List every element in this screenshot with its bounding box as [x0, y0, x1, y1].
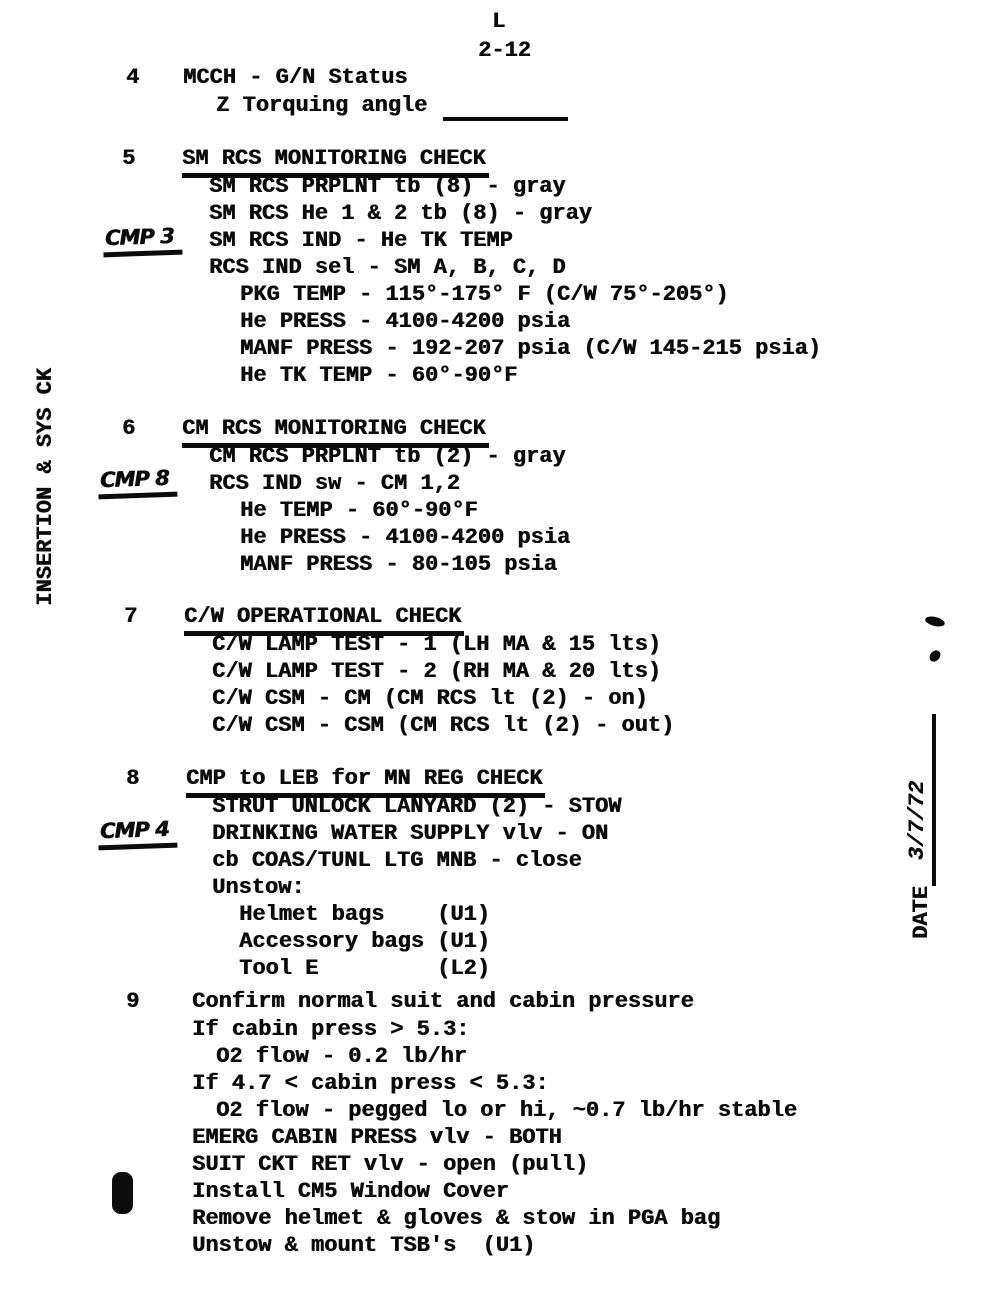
checklist-step: STRUT UNLOCK LANYARD (2) - STOW	[212, 794, 622, 819]
item-number: 5	[122, 146, 136, 171]
checklist-step: He TK TEMP - 60°-90°F	[240, 363, 518, 388]
revision-mark	[112, 1172, 133, 1214]
handwritten-annotation: CMP 8	[97, 466, 177, 500]
date-field	[905, 707, 936, 939]
checklist-step: cb COAS/TUNL LTG MNB - close	[212, 848, 582, 873]
checklist-step: Helmet bags (U1)	[239, 902, 490, 927]
checklist-step: O2 flow - pegged lo or hi, ~0.7 lb/hr stable	[216, 1098, 797, 1123]
section-title-text: C/W OPERATIONAL CHECK	[184, 603, 464, 636]
handwritten-annotation: CMP 3	[102, 224, 182, 258]
ink-mark	[924, 615, 946, 629]
item-number: 8	[126, 766, 140, 791]
checklist-step: C/W LAMP TEST - 2 (RH MA & 20 lts)	[212, 659, 661, 684]
ink-mark	[927, 649, 942, 663]
page-number: 2-12	[478, 38, 531, 63]
checklist-step: MCCH - G/N Status	[183, 65, 408, 90]
checklist-step: SUIT CKT RET vlv - open (pull)	[192, 1152, 589, 1177]
checklist-step: Remove helmet & gloves & stow in PGA bag	[192, 1206, 721, 1231]
checklist-step: Unstow & mount TSB's (U1)	[192, 1233, 536, 1258]
checklist-step: If cabin press > 5.3:	[192, 1017, 470, 1042]
checklist-step: EMERG CABIN PRESS vlv - BOTH	[192, 1125, 562, 1150]
checklist-step: SM RCS PRPLNT tb (8) - gray	[209, 174, 566, 199]
checklist-step: He TEMP - 60°-90°F	[240, 498, 478, 523]
date-label: DATE	[909, 886, 934, 939]
checklist-step: He PRESS - 4100-4200 psia	[240, 309, 571, 334]
section-title-text: CM RCS MONITORING CHECK	[182, 415, 489, 448]
blank-field-underline	[443, 117, 568, 121]
item-number: 9	[126, 989, 140, 1014]
checklist-step: Unstow:	[212, 875, 305, 900]
checklist-step: Accessory bags (U1)	[239, 929, 490, 954]
side-tab-label: INSERTION & SYS CK	[33, 368, 58, 606]
checklist-step: SM RCS He 1 & 2 tb (8) - gray	[209, 201, 592, 226]
checklist-step: MANF PRESS - 80-105 psia	[240, 552, 557, 577]
checklist-step: SM RCS IND - He TK TEMP	[209, 228, 513, 253]
checklist-step: O2 flow - 0.2 lb/hr	[216, 1044, 467, 1069]
checklist-step: Confirm normal suit and cabin pressure	[192, 989, 694, 1014]
item-number: 7	[124, 604, 138, 629]
date-value: 3/7/72	[904, 714, 936, 886]
handwritten-annotation: CMP 4	[97, 817, 177, 851]
item-number: 4	[126, 65, 140, 90]
section-title-text: CMP to LEB for MN REG CHECK	[186, 765, 545, 798]
item-number: 6	[122, 416, 136, 441]
page-letter-code: L	[492, 9, 506, 34]
checklist-step: MANF PRESS - 192-207 psia (C/W 145-215 psia)	[240, 336, 821, 361]
checklist-step: He PRESS - 4100-4200 psia	[240, 525, 571, 550]
checklist-step: Z Torquing angle	[216, 93, 428, 118]
checklist-step: C/W LAMP TEST - 1 (LH MA & 15 lts)	[212, 632, 661, 657]
checklist-step: If 4.7 < cabin press < 5.3:	[192, 1071, 549, 1096]
checklist-step: C/W CSM - CM (CM RCS lt (2) - on)	[212, 686, 648, 711]
section-title-text: SM RCS MONITORING CHECK	[182, 145, 489, 178]
checklist-step: C/W CSM - CSM (CM RCS lt (2) - out)	[212, 713, 675, 738]
checklist-step: Tool E (L2)	[239, 956, 490, 981]
checklist-step: CM RCS PRPLNT tb (2) - gray	[209, 444, 566, 469]
checklist-step: RCS IND sel - SM A, B, C, D	[209, 255, 566, 280]
checklist-step: PKG TEMP - 115°-175° F (C/W 75°-205°)	[240, 282, 729, 307]
checklist-step: Install CM5 Window Cover	[192, 1179, 509, 1204]
checklist-step: DRINKING WATER SUPPLY vlv - ON	[212, 821, 609, 846]
checklist-step: RCS IND sw - CM 1,2	[209, 471, 460, 496]
